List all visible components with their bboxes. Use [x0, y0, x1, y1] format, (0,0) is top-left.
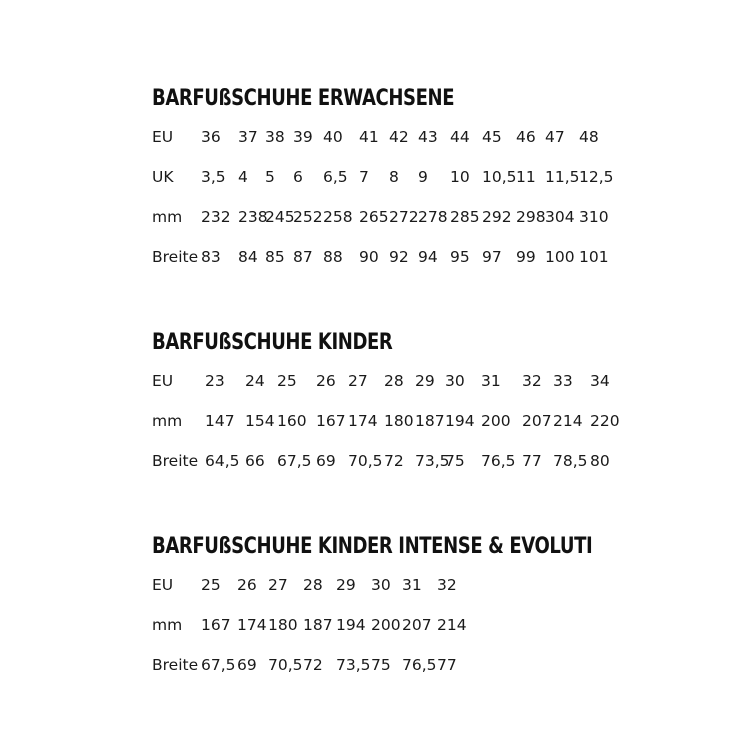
size-value: 8 [389, 168, 399, 186]
row-label: EU [152, 576, 174, 594]
row-label: Breite [152, 656, 199, 674]
size-value: 3,5 [201, 168, 226, 186]
size-value: 278 [418, 208, 448, 226]
size-value: 100 [545, 248, 575, 266]
size-value: 272 [389, 208, 419, 226]
size-value: 180 [268, 616, 298, 634]
size-value: 101 [579, 248, 609, 266]
size-row [152, 450, 672, 472]
size-value: 43 [418, 128, 438, 146]
size-value: 99 [516, 248, 536, 266]
size-value: 41 [359, 128, 379, 146]
size-value: 258 [323, 208, 353, 226]
size-row [152, 410, 672, 432]
size-value: 6,5 [323, 168, 348, 186]
size-value: 32 [522, 372, 542, 390]
size-value: 72 [303, 656, 323, 674]
size-value: 238 [238, 208, 268, 226]
size-value: 187 [303, 616, 333, 634]
size-value: 207 [402, 616, 432, 634]
size-value: 304 [545, 208, 575, 226]
size-value: 26 [237, 576, 257, 594]
size-value: 5 [265, 168, 275, 186]
size-value: 78,5 [553, 452, 588, 470]
size-value: 76,5 [402, 656, 437, 674]
size-value: 75 [371, 656, 391, 674]
size-value: 95 [450, 248, 470, 266]
row-label: mm [152, 412, 183, 430]
size-value: 38 [265, 128, 285, 146]
size-value: 67,5 [201, 656, 236, 674]
size-value: 29 [415, 372, 435, 390]
section-title: BARFUßSCHUHE KINDER [152, 330, 393, 355]
size-value: 160 [277, 412, 307, 430]
size-value: 214 [553, 412, 583, 430]
size-value: 32 [437, 576, 457, 594]
size-value: 44 [450, 128, 470, 146]
size-value: 80 [590, 452, 610, 470]
size-value: 292 [482, 208, 512, 226]
size-row [152, 246, 672, 268]
size-value: 48 [579, 128, 599, 146]
size-value: 200 [481, 412, 511, 430]
size-row [152, 126, 672, 148]
row-label: Breite [152, 248, 199, 266]
size-value: 88 [323, 248, 343, 266]
size-value: 24 [245, 372, 265, 390]
size-value: 70,5 [268, 656, 303, 674]
size-row [152, 654, 672, 676]
size-value: 27 [348, 372, 368, 390]
size-value: 232 [201, 208, 231, 226]
size-value: 72 [384, 452, 404, 470]
size-value: 187 [415, 412, 445, 430]
size-value: 46 [516, 128, 536, 146]
section-title: BARFUßSCHUHE ERWACHSENE [152, 86, 455, 111]
size-value: 4 [238, 168, 248, 186]
size-value: 85 [265, 248, 285, 266]
size-value: 70,5 [348, 452, 383, 470]
size-value: 36 [201, 128, 221, 146]
size-value: 28 [303, 576, 323, 594]
size-value: 9 [418, 168, 428, 186]
size-value: 47 [545, 128, 565, 146]
size-value: 167 [316, 412, 346, 430]
size-value: 28 [384, 372, 404, 390]
size-value: 252 [293, 208, 323, 226]
size-value: 174 [237, 616, 267, 634]
row-label: EU [152, 128, 174, 146]
size-value: 10 [450, 168, 470, 186]
size-value: 67,5 [277, 452, 312, 470]
size-value: 180 [384, 412, 414, 430]
size-row [152, 614, 672, 636]
size-value: 83 [201, 248, 221, 266]
size-value: 285 [450, 208, 480, 226]
size-value: 69 [237, 656, 257, 674]
size-value: 31 [402, 576, 422, 594]
size-value: 34 [590, 372, 610, 390]
size-value: 194 [445, 412, 475, 430]
size-value: 25 [277, 372, 297, 390]
row-label: Breite [152, 452, 199, 470]
size-value: 12,5 [579, 168, 614, 186]
size-value: 25 [201, 576, 221, 594]
size-value: 26 [316, 372, 336, 390]
size-value: 30 [371, 576, 391, 594]
size-value: 174 [348, 412, 378, 430]
size-value: 66 [245, 452, 265, 470]
size-value: 167 [201, 616, 231, 634]
row-label: mm [152, 208, 183, 226]
size-value: 76,5 [481, 452, 516, 470]
size-row [152, 370, 672, 392]
size-value: 94 [418, 248, 438, 266]
size-value: 97 [482, 248, 502, 266]
size-value: 310 [579, 208, 609, 226]
size-value: 154 [245, 412, 275, 430]
size-value: 39 [293, 128, 313, 146]
size-value: 29 [336, 576, 356, 594]
size-value: 45 [482, 128, 502, 146]
size-value: 64,5 [205, 452, 240, 470]
size-value: 30 [445, 372, 465, 390]
size-value: 40 [323, 128, 343, 146]
size-value: 69 [316, 452, 336, 470]
size-value: 73,5 [336, 656, 371, 674]
size-value: 27 [268, 576, 288, 594]
size-value: 73,5 [415, 452, 450, 470]
size-value: 214 [437, 616, 467, 634]
size-value: 11,5 [545, 168, 580, 186]
size-value: 194 [336, 616, 366, 634]
size-value: 37 [238, 128, 258, 146]
size-value: 147 [205, 412, 235, 430]
size-value: 298 [516, 208, 546, 226]
size-value: 87 [293, 248, 313, 266]
size-value: 245 [265, 208, 295, 226]
size-row [152, 574, 672, 596]
size-value: 31 [481, 372, 501, 390]
size-value: 90 [359, 248, 379, 266]
size-value: 42 [389, 128, 409, 146]
size-value: 10,5 [482, 168, 517, 186]
size-value: 77 [437, 656, 457, 674]
size-row [152, 206, 672, 228]
size-value: 11 [516, 168, 536, 186]
size-value: 207 [522, 412, 552, 430]
size-value: 220 [590, 412, 620, 430]
row-label: mm [152, 616, 183, 634]
size-value: 265 [359, 208, 389, 226]
size-value: 23 [205, 372, 225, 390]
size-value: 200 [371, 616, 401, 634]
row-label: UK [152, 168, 174, 186]
size-value: 84 [238, 248, 258, 266]
size-value: 6 [293, 168, 303, 186]
size-value: 75 [445, 452, 465, 470]
size-value: 77 [522, 452, 542, 470]
section-title: BARFUßSCHUHE KINDER INTENSE & EVOLUTI [152, 534, 593, 559]
size-value: 92 [389, 248, 409, 266]
size-value: 33 [553, 372, 573, 390]
size-value: 7 [359, 168, 369, 186]
row-label: EU [152, 372, 174, 390]
size-row [152, 166, 672, 188]
